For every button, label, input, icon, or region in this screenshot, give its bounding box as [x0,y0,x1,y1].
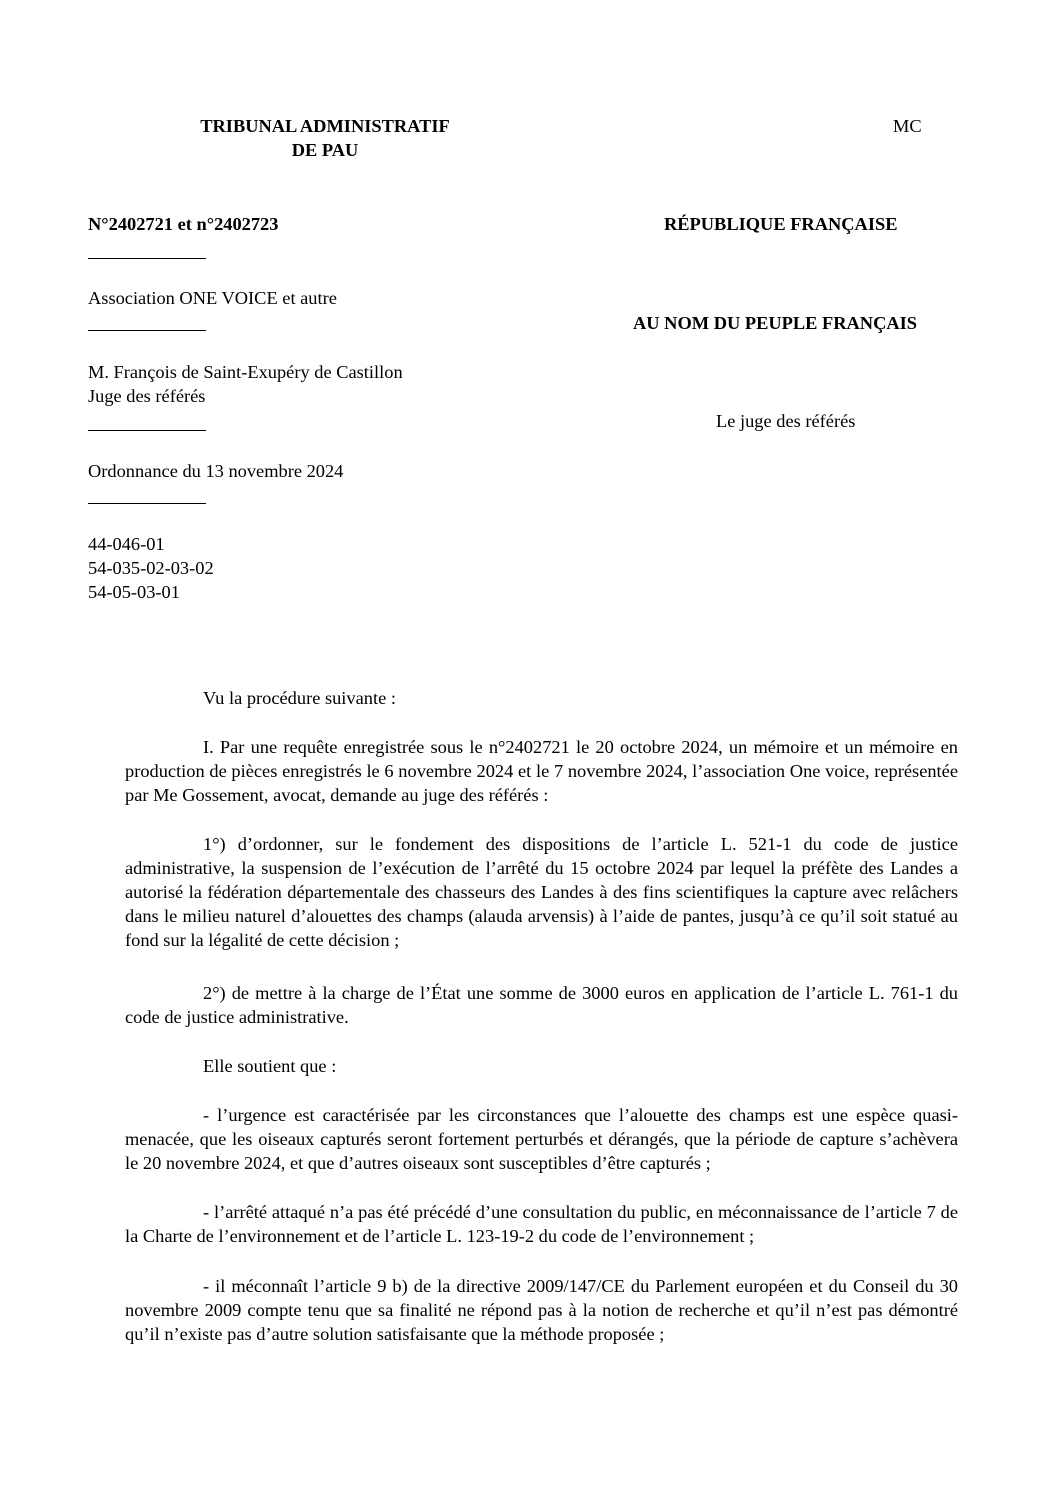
request-paragraph [125,735,958,807]
paragraph-text: - il méconnaît l’article 9 b) de la directive 2009/147/CE du Parlement européen et du Conseil du 30 novembre 2009 compte tenu que sa finalité ne répond pas à la notion de recherche et qu’il n’est pas démontré qu’il n’existe pas d’autre solution satisfaisante que la méthode proposée ; [125,1276,958,1344]
code-line: 54-035-02-03-02 [88,558,214,578]
court-name [150,114,500,162]
argument-directive [125,1274,958,1346]
separator [88,258,206,259]
ordinance-date: Ordonnance du 13 novembre 2024 [88,461,344,481]
conclusion-2-paragraph [125,981,958,1029]
code-line: 44-046-01 [88,534,165,554]
separator [88,430,206,431]
argument-urgency [125,1103,958,1175]
republic-heading: RÉPUBLIQUE FRANÇAISE [664,214,898,234]
paragraph-text: 1°) d’ordonner, sur le fondement des dispositions de l’article L. 521-1 du code de justice administrative, la suspension de l’exécution de l’arrêté du 15 octobre 2024 par lequel la préfète des Landes a autorisé la fédération départementale des chasseurs des Landes à des fins scientifiques la capture avec relâchers dans le milieu naturel d’alouettes des champs (alauda arvensis) à l’aide de pantes, jusqu’à ce qu’il soit statué au fond sur la légalité de cette décision ; [125,834,958,950]
conclusion-1-paragraph [125,832,958,952]
paragraph-text: - l’urgence est caractérisée par les circonstances que l’alouette des champs est une espèce quasi-menacée, que les oiseaux capturés seront fortement perturbés et dérangés, que la période de capture s’achèvera le 20 novembre 2024, et que d’autres oiseaux sont susceptibles d’être capturés ; [125,1105,958,1173]
judge-name: M. François de Saint-Exupéry de Castillon [88,362,403,382]
paragraph-text: 2°) de mettre à la charge de l’État une somme de 3000 euros en application de l’article L. 761-1 du code de justice administrative. [125,983,958,1027]
case-numbers: N°2402721 et n°2402723 [88,214,279,234]
court-name-line2: DE PAU [291,140,359,160]
procedure-intro: Vu la procédure suivante : [203,688,396,708]
initials: MC [893,116,922,136]
judge-label: Le juge des référés [716,411,856,431]
classification-codes [88,532,214,604]
arguments-intro: Elle soutient que : [203,1056,337,1076]
in-name-of-heading: AU NOM DU PEUPLE FRANÇAIS [633,313,918,333]
argument-consultation [125,1200,958,1248]
separator [88,503,206,504]
parties: Association ONE VOICE et autre [88,288,337,308]
judge-role: Juge des référés [88,386,206,406]
code-line: 54-05-03-01 [88,582,180,602]
paragraph-text: - l’arrêté attaqué n’a pas été précédé d’une consultation du public, en méconnaissance de l’article 7 de la Charte de l’environnement et de l’article L. 123-19-2 du code de l’environnement ; [125,1202,958,1246]
paragraph-text: I. Par une requête enregistrée sous le n°2402721 le 20 octobre 2024, un mémoire et un mémoire en production de pièces enregistrés le 6 novembre 2024 et le 7 novembre 2024, l’association One voice, représentée par Me Gossement, avocat, demande au juge des référés : [125,737,958,805]
separator [88,330,206,331]
court-name-line1: TRIBUNAL ADMINISTRATIF [200,116,450,136]
